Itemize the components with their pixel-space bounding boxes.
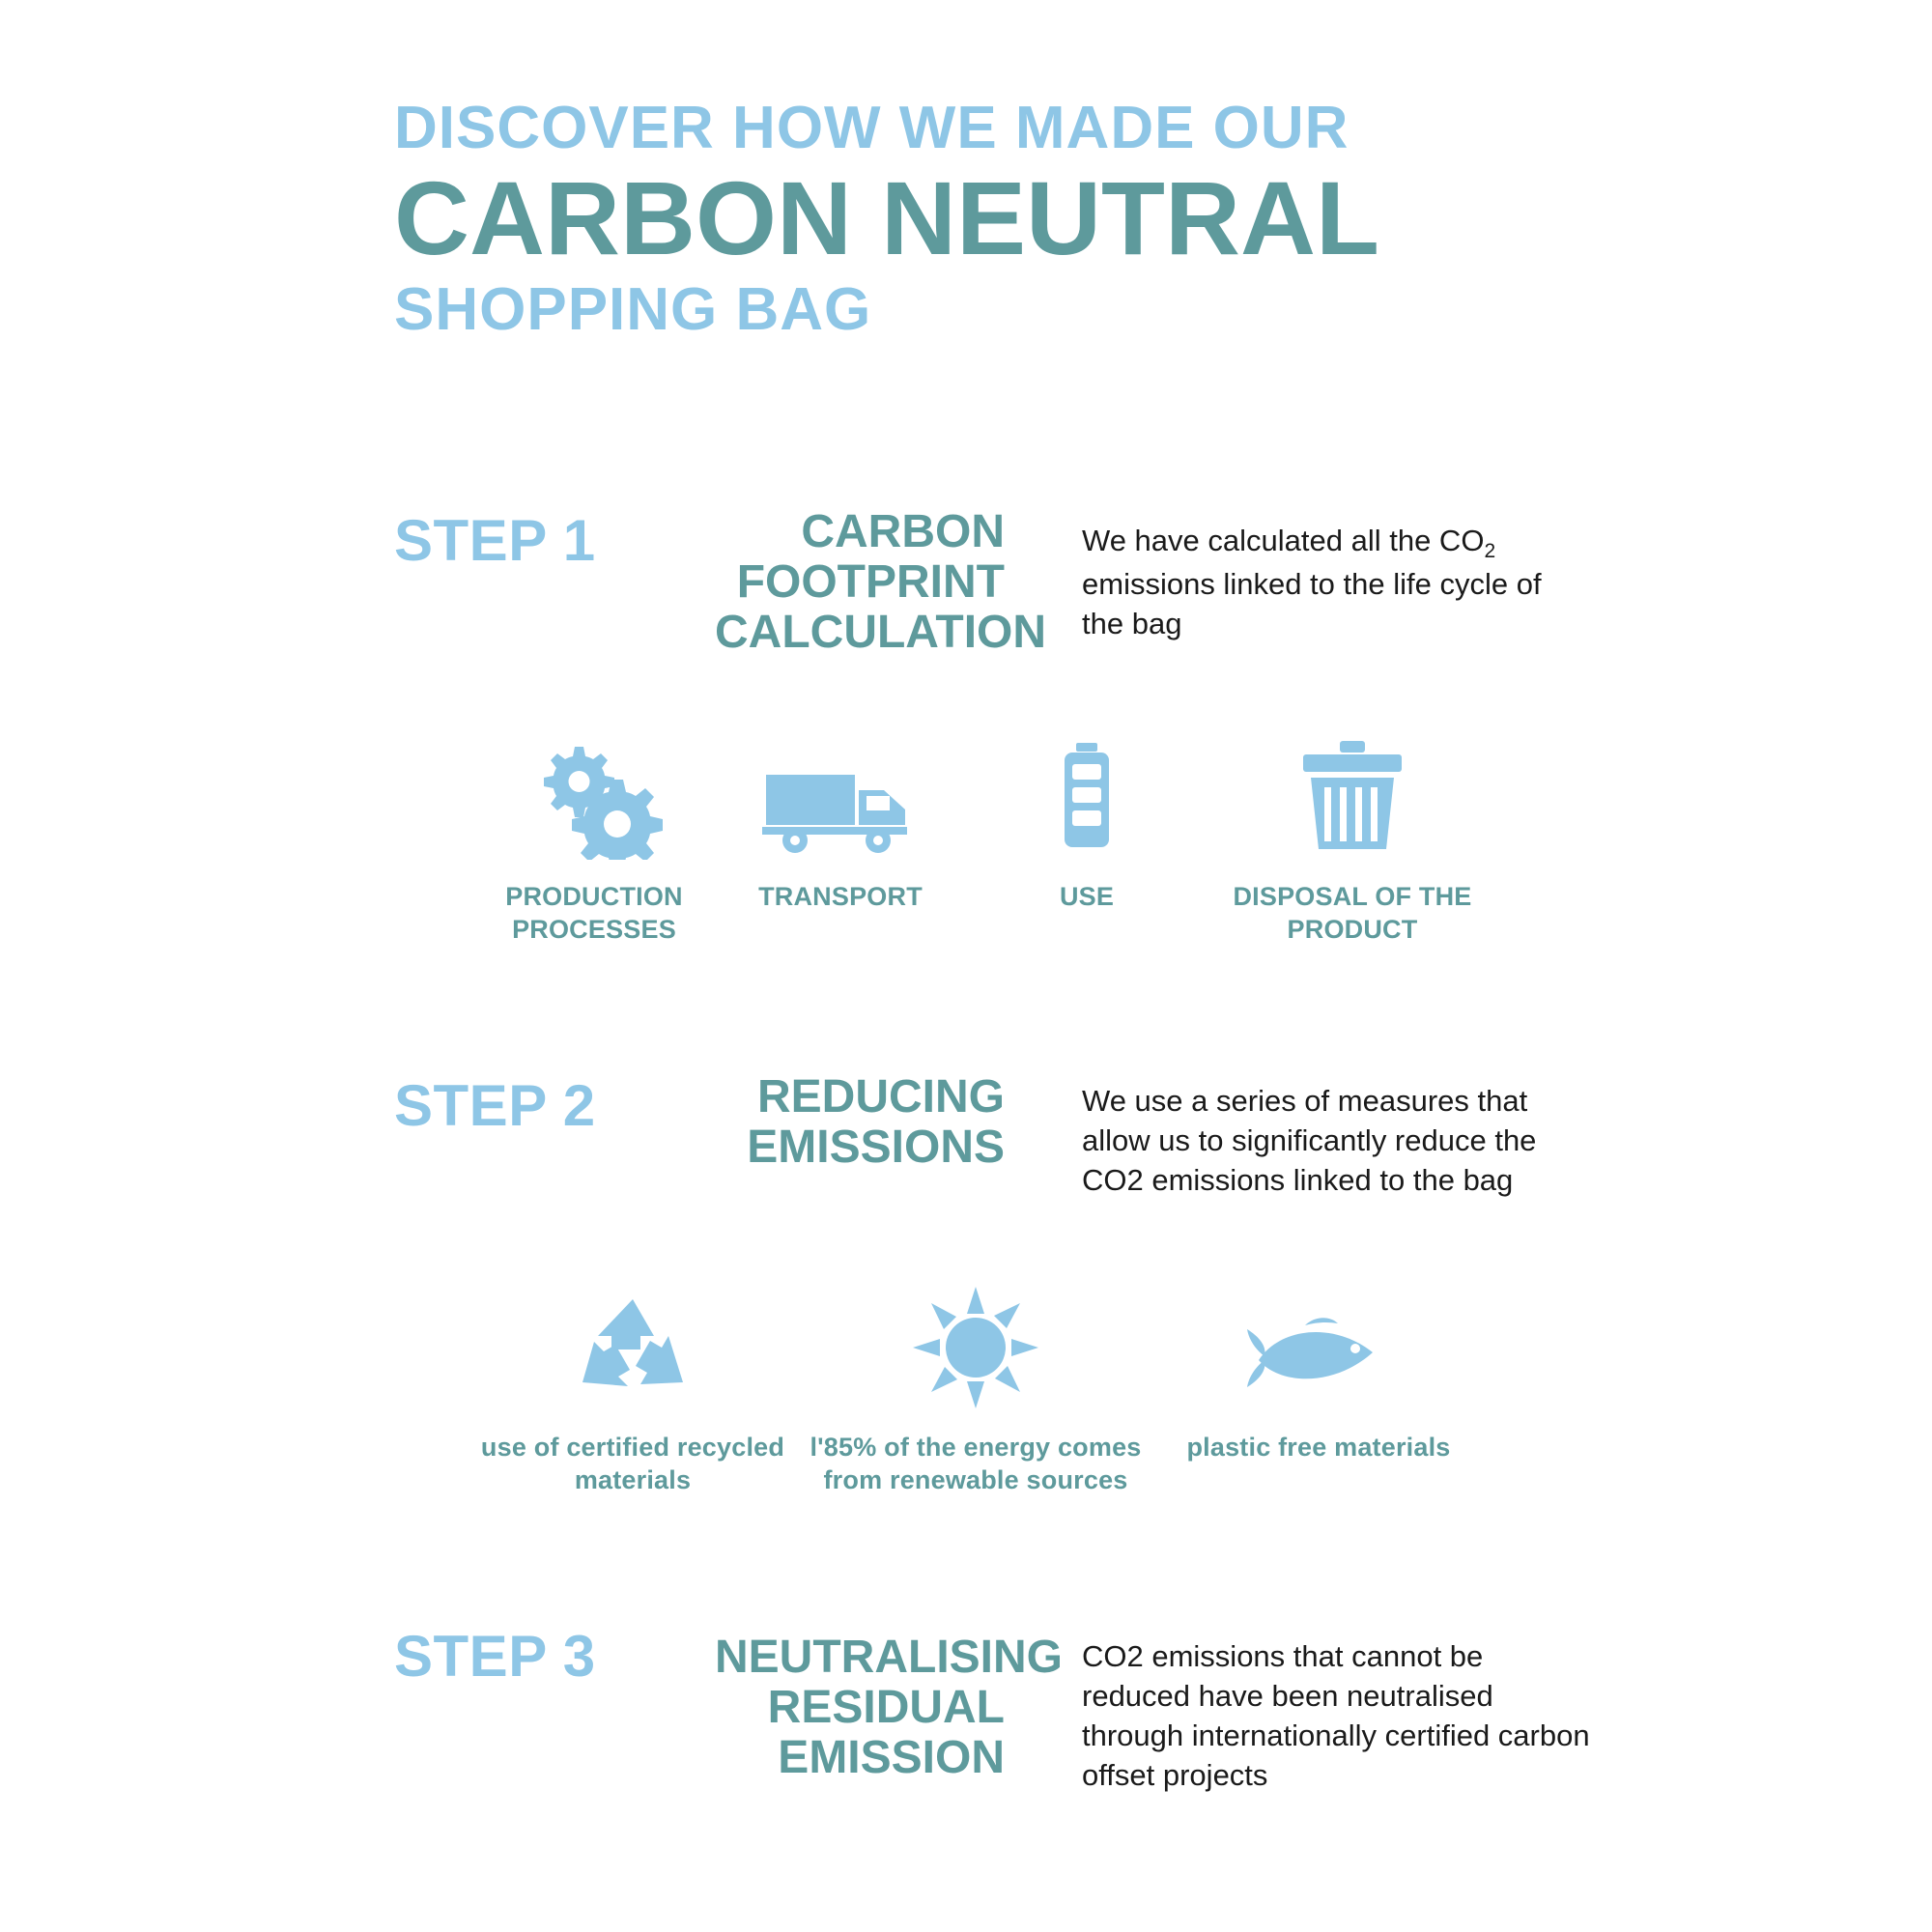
step-1-desc-post: emissions linked to the life cycle of the bag	[1082, 566, 1542, 640]
step-3-label: STEP 3	[394, 1624, 596, 1689]
icon-caption-transport: TRANSPORT	[758, 882, 923, 911]
header-line-1: DISCOVER HOW WE MADE OUR	[394, 95, 1350, 161]
icon-caption-recycled: use of certified recycled materials	[480, 1433, 785, 1494]
icon-item-renewable	[792, 1285, 1159, 1497]
step-1-title: CARBON FOOTPRINT CALCULATION	[715, 506, 1047, 658]
step-1-icon-row	[473, 734, 1497, 947]
icon-item-plastic-free	[1159, 1285, 1478, 1497]
icon-item-disposal	[1208, 734, 1497, 947]
step-2-description: We use a series of measures that allow us to significantly reduce the CO2 emissions linked to the bag	[1082, 1084, 1537, 1197]
page-header	[394, 97, 1553, 342]
icon-caption-disposal: DISPOSAL OF THE PRODUCT	[1233, 882, 1472, 944]
step-1-label: STEP 1	[394, 508, 596, 573]
icon-item-transport	[715, 734, 966, 947]
icon-caption-renewable: l'85% of the energy comes from renewable sources	[810, 1433, 1142, 1494]
gears-icon	[473, 734, 715, 860]
step-2-title: REDUCING EMISSIONS	[747, 1071, 1005, 1173]
fish-icon	[1159, 1285, 1478, 1410]
trash-bin-icon	[1208, 734, 1497, 860]
step-1-desc-pre: We have calculated all the CO	[1082, 524, 1485, 557]
icon-caption-plastic-free: plastic free materials	[1186, 1433, 1451, 1462]
step-1-description	[1082, 522, 1584, 644]
icon-caption-use: USE	[1059, 882, 1115, 911]
step-2-icon-row	[473, 1285, 1497, 1497]
icon-caption-production: PRODUCTION PROCESSES	[505, 882, 683, 944]
sun-icon	[792, 1285, 1159, 1410]
truck-icon	[715, 734, 966, 860]
step-1-desc-sub: 2	[1484, 540, 1496, 563]
page-title: CARBON NEUTRAL	[394, 159, 1379, 277]
icon-item-recycled	[473, 1285, 792, 1497]
recycle-icon	[473, 1285, 792, 1410]
step-2-label: STEP 2	[394, 1073, 596, 1138]
step-3-title: NEUTRALISING RESIDUAL EMISSION	[715, 1632, 1063, 1783]
icon-item-use	[966, 734, 1208, 947]
battery-icon	[966, 734, 1208, 860]
header-line-3: SHOPPING BAG	[394, 276, 872, 344]
icon-item-production	[473, 734, 715, 947]
step-3-description: CO2 emissions that cannot be reduced have been neutralised through internationally certified carbon offset projects	[1082, 1639, 1590, 1792]
